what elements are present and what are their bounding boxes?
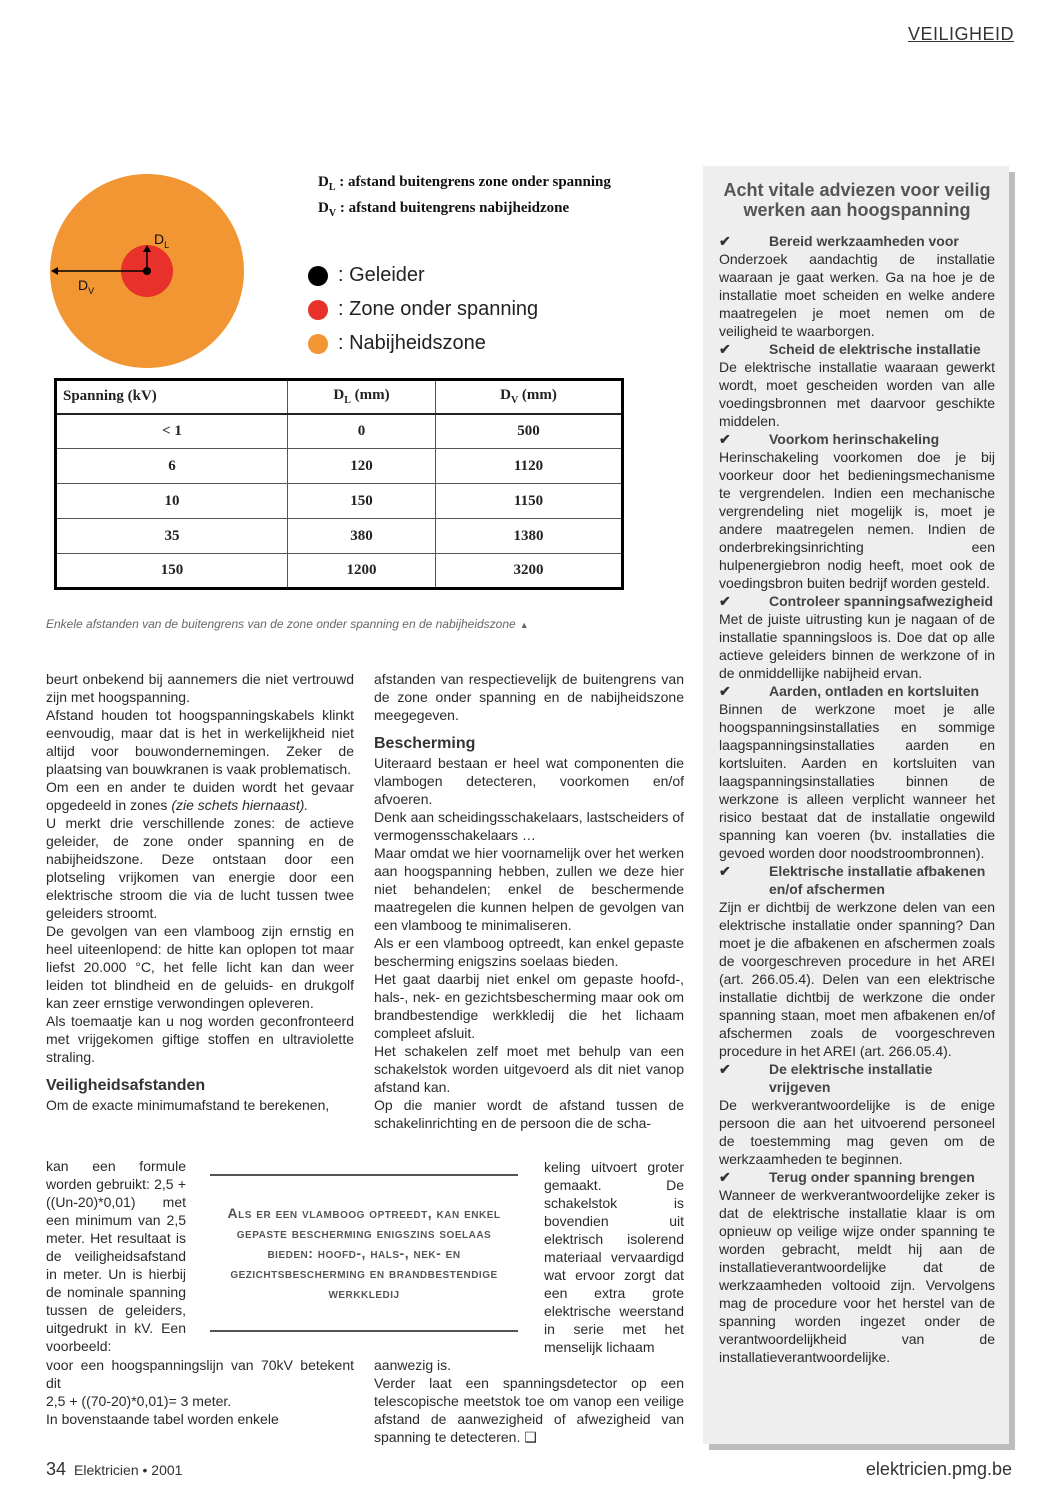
advice-sidebar	[703, 166, 1009, 1444]
legend-dv: $D_V$ : afstand buitengrens nabijheidzone	[318, 200, 570, 219]
tip-heading: ✔ Voorkom herinschakeling	[719, 431, 940, 447]
tip-text: Binnen de werkzone moet je alle hoogspanningsinstallaties en sommige laagspanningsinstallaties aarden en kortsluiten. Aarden en kortsluiten van laagspanningsinstallaties binnen de werkzone is alleen verplicht wanneer het risico bestaat dat de installatie ongewild spanning kan voeren (bv. installaties die gevoed worden door noodstroombronnen).	[719, 701, 995, 861]
tip-text: Met de juiste uitrusting kun je nagaan of de installatie spanningsloos is. Doe dat op alle actieve geleiders binnen de werkzone of in de onmiddellijke nabijheid ervan.	[719, 611, 995, 681]
table-row: < 1 0 500	[56, 414, 623, 449]
tip-text: Herinschakeling voorkomen doe je bij voorkeur door het bedieningsmechanisme te vergrendelen. Indien een mechanische vergrendeling niet mogelijk is, moet je andere maatregelen nemen. Indien de onderbrekingsinrichting een hulpenergiebron nodig heeft, moet ook de voedingsbron buiten bedrijf worden gesteld.	[719, 449, 995, 591]
tip-heading: ✔ Aarden, ontladen en kortsluiten	[719, 683, 980, 699]
article-column-1-bottom: voor een hoogspanningslijn van 70kV betekent dit 2,5 + ((70-20)*0,01)= 3 meter. In bovenstaande tabel worden enkele	[46, 1357, 354, 1427]
article-column-1-narrow: kan een formule worden gebruikt: 2,5 + ((Un-20)*0,01) met een minimum van 2,5 meter. Het resultaat is de veiligheidsafstand in meter. Un is hierbij de nominale spanning tussen de geleiders, uitgedrukt in kV. Een voorbeeld:	[46, 1158, 186, 1354]
end-mark-icon: ❑	[524, 1429, 537, 1445]
table-row: 150 1200 3200	[56, 554, 623, 589]
publication: Elektricien • 2001	[74, 1462, 183, 1478]
check-icon: ✔	[719, 1061, 731, 1077]
legend-zone-onder-spanning: : Zone onder spanning	[308, 298, 538, 321]
dl-label: $D_L$	[154, 231, 170, 250]
check-icon: ✔	[719, 683, 731, 699]
tip-text: Onderzoek aandachtig de installatie waaraan je gaat werken. Ga na hoe je de installatie moet scheiden en welke andere maatregelen je moet nemen om de veiligheid te waarborgen.	[719, 251, 995, 339]
figure-caption: Enkele afstanden van de buitengrens van de zone onder spanning en de nabijheidszone ▲	[46, 617, 529, 631]
header-dv: $D_V$ (mm)	[436, 380, 623, 414]
article-column-2-bottom: aanwezig is. Verder laat een spanningsdetector op een telescopische meetstok toe om vanop een veilige afstand de aanwezigheid of afwezigheid van spanning te detecteren. ❑	[374, 1357, 684, 1445]
page-number: 34	[46, 1459, 67, 1479]
tip-heading: ✔ Bereid werkzaamheden voor	[719, 233, 959, 249]
table-row: 35 380 1380	[56, 519, 623, 554]
sidebar-title: Acht vitale adviezen voor veilig werken aan hoogspanning	[723, 180, 991, 220]
tip-text: Zijn er dichtbij de werkzone delen van een elektrische installatie onder spanning? Dan moet je die afbakenen en afschermen zoals de voorgeschreven procedure in het AREI (art. 266.05.4). Delen van een elektrische installatie dichtbij de werkzone die onder spanning staan, moet men afbakenen en/of afschermen zoals de voorgeschreven procedure in het AREI (art. 266.05.4).	[719, 899, 995, 1059]
tip-heading: ✔ Scheid de elektrische installatie	[719, 341, 981, 357]
distance-table	[54, 378, 624, 590]
tip-text: De elektrische installatie waaraan gewerkt wordt, moet gescheiden worden van alle voedingsbronnen met daarvoor geschikte middelen.	[719, 359, 995, 429]
check-icon: ✔	[719, 1169, 731, 1185]
caption-triangle-icon: ▲	[519, 620, 529, 630]
tip-heading: ✔ Elektrische installatie afbakenen en/of afschermen	[719, 863, 986, 897]
section-tag: VEILIGHEID	[907, 24, 1014, 44]
check-icon: ✔	[719, 233, 731, 249]
header-spanning: Spanning (kV)	[56, 380, 288, 414]
article-column-2-tail: keling uitvoert groter gemaakt. De schakelstok is bovendien uit elektrisch isolerend materiaal vervaardigd wat ervoor zorgt dat een extra grote elektrische weerstand in serie met het menselijk lichaam	[544, 1159, 684, 1355]
legend-geleider: : Geleider	[308, 264, 425, 287]
table-row: 6 120 1120	[56, 449, 623, 484]
tip-heading: ✔ Terug onder spanning brengen	[719, 1169, 975, 1185]
tip-text: Wanneer de werkverantwoordelijke zeker is dat de elektrische installatie klaar is om opnieuw op veilige wijze onder spanning te worden gebracht, meldt hij aan de installatieverantwoordelijke dat de werkzaamheden voltooid zijn. Vervolgens mag de procedure voor het herstel van de spanning worden ingezet onder de verantwoordelijkheid van de installatieverantwoordelijke.	[719, 1187, 995, 1365]
check-icon: ✔	[719, 863, 731, 879]
heading-bescherming: Bescherming	[374, 735, 476, 752]
footer-page-info	[46, 1459, 182, 1480]
legend-dl: $D_L$ : afstand buitengrens zone onder spanning	[318, 174, 611, 193]
check-icon: ✔	[719, 341, 731, 357]
tip-heading: ✔ De elektrische installatie vrijgeven	[719, 1061, 933, 1095]
dv-label: $D_V$	[78, 277, 95, 296]
footer-url: elektricien.pmg.be	[865, 1459, 1012, 1479]
tip-heading: ✔ Controleer spanningsafwezigheid	[719, 593, 994, 609]
legend-nabijheidszone: : Nabijheidszone	[308, 332, 486, 355]
header-dl: $D_L$ (mm)	[288, 380, 436, 414]
table-row: 10 150 1150	[56, 484, 623, 519]
tip-text: De werkverantwoordelijke is de enige persoon die aan het uitvoerend personeel de toestemming mag geven om de werkzaamheden te beginnen.	[719, 1097, 995, 1167]
article-column-1: beurt onbekend bij aannemers die niet vertrouwd zijn met hoogspanning. Afstand houden tot hoogspanningskabels klinkt eenvoudig, maar dat is het in werkelijkheid niet altijd voor bouwondernemingen. Zeker de plaatsing van bouwkranen is vaak problematisch. Om een en ander te duiden wordt het gevaar opgedeeld in zones (zie schets hiernaast). U merkt drie verschillende zones: de actieve geleider, de zone onder spanning en de nabijheidszone. Deze ontstaan door een plotseling vrijkomen van energie door een elektrische stroom die via de lucht tussen twee geleiders stroomt. De gevolgen van een vlamboog zijn ernstig en heel uiteenlopend: de hitte kan oplopen tot maar liefst 20.000 °C, het felle licht kan dan weer leiden tot blindheid en de geluids- en drukgolf kan zeer ernstige verwondingen opleveren. Als toemaatje kan u nog worden geconfronteerd met vrijgekomen giftige stoffen en ultraviolette straling. Veiligheidsafstanden Om de exacte minimumafstand te berekenen,	[46, 671, 354, 1113]
check-icon: ✔	[719, 431, 731, 447]
heading-veiligheidsafstanden: Veiligheidsafstanden	[46, 1077, 206, 1094]
check-icon: ✔	[719, 593, 731, 609]
zones-figure	[44, 168, 674, 594]
pullquote: Als er een vlamboog optreedt, kan enkel gepaste bescherming enigszins soelaas bieden: hoofd-, hals-, nek- en gezichtsbescherming en brandbestendige werkkledij	[210, 1174, 518, 1332]
table-header-row	[56, 380, 623, 414]
article-column-2: afstanden van respectievelijk de buitengrens van de zone onder spanning en de nabijheidszone meegegeven. Bescherming Uiteraard bestaan er heel wat componenten die vlambogen detecteren, voorkomen en/of afvoeren. Denk aan scheidingsschakelaars, lastscheiders of vermogensschakelaars … Maar omdat we hier voornamelijk over het werken aan hoogspanning hebben, zullen we deze hier niet behandelen; enkel de beschermende maatregelen die kunnen helpen de gevolgen van een vlamboog te minimaliseren. Als er een vlamboog optreedt, kan enkel gepaste bescherming enigszins soelaas bieden. Het gaat daarbij niet enkel om gepaste hoofd-, hals-, nek- en gezichtsbescherming maar ook om brandbestendige werkkledij die het lichaam compleet afsluit. Het schakelen zelf moet met behulp van een schakelstok worden uitgevoerd als dit niet vanop afstand kan. Op die manier wordt de afstand tussen de schakelinrichting en de persoon die de scha-	[374, 671, 684, 1131]
